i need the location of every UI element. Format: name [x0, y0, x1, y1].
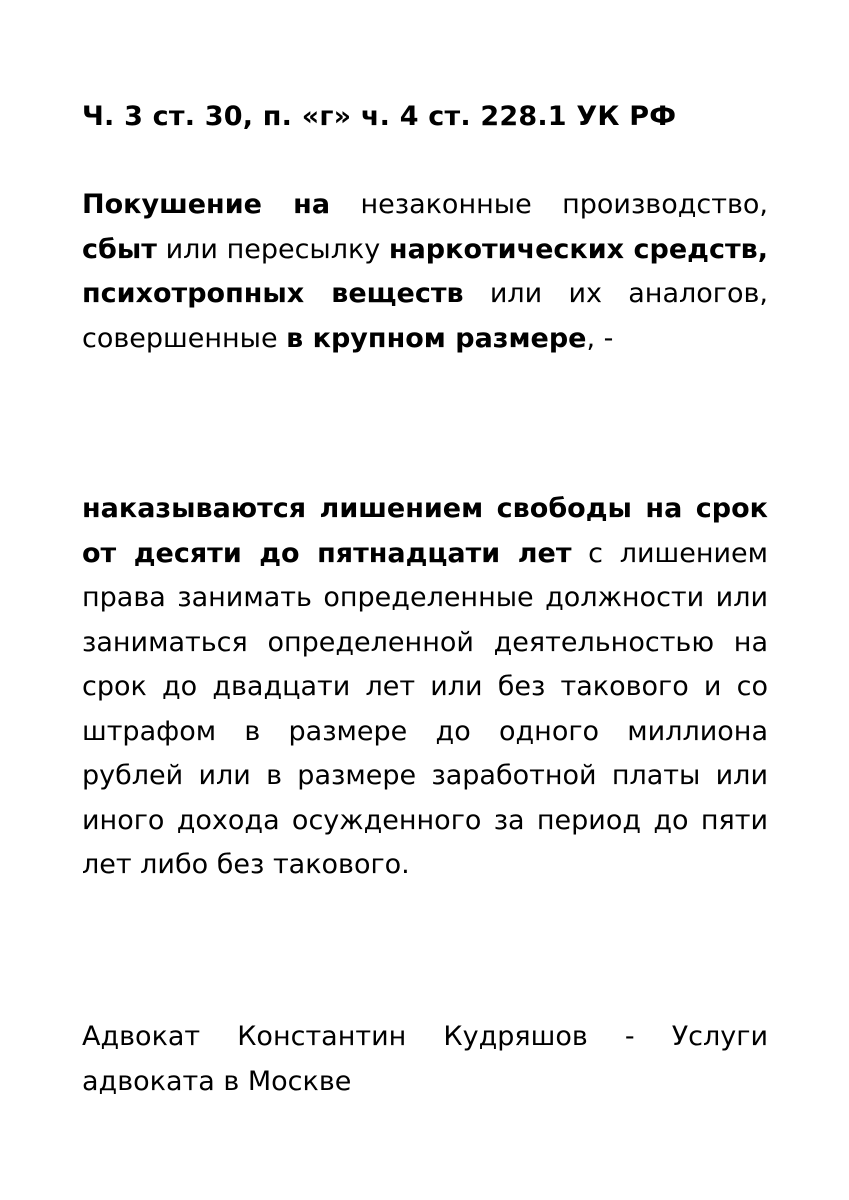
article-sanction — [82, 487, 768, 888]
text: незаконные производство, — [330, 189, 768, 220]
bold-text: сбыт — [82, 233, 157, 265]
text: или их аналогов, совершенные — [82, 278, 768, 354]
text: , - — [586, 322, 614, 354]
article-disposition — [82, 183, 768, 361]
bold-text: наказываются лишением свободы на срок от десяти до пятнадцати лет — [82, 493, 768, 569]
bold-text: в крупном размере — [286, 322, 587, 354]
bold-text: Покушение на — [82, 189, 331, 220]
document-page — [82, 95, 768, 1097]
footer-attribution: Адвокат Константин Кудряшов - Услуги адвоката в Москве — [82, 1021, 768, 1097]
article-title: Ч. 3 ст. 30, п. «г» ч. 4 ст. 228.1 УК РФ — [82, 101, 677, 132]
bold-text: наркотических средств, психотропных веществ — [82, 233, 768, 309]
text: или пересылку — [156, 233, 389, 265]
text: с лишением права занимать определенные должности или заниматься определенной деятельностью на срок до двадцати лет или без такового и со штрафом в размере до одного миллиона рублей или в размере заработной платы или иного дохода осужденного за период до пяти лет либо без такового. — [82, 537, 768, 880]
